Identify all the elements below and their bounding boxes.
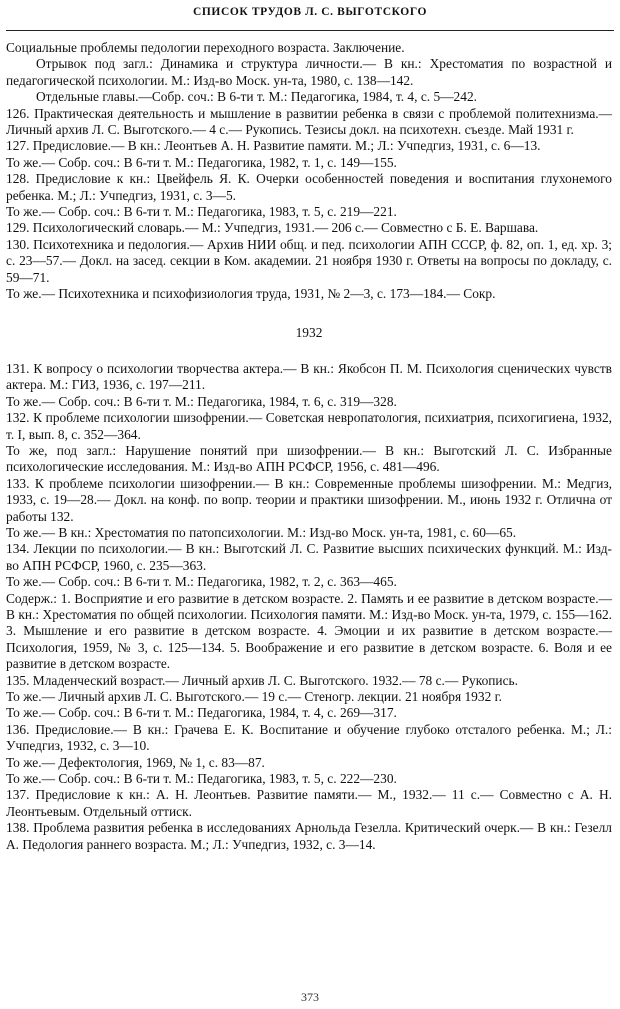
bibliography-entry: Отрывок под загл.: Динамика и структура личности.— В кн.: Хрестоматия по возрастной и педагогической психологии. М.: Изд-во Моск. ун-та, 1980, с. 138—142. <box>6 56 612 88</box>
bibliography-body <box>6 40 612 853</box>
header-rule <box>6 30 614 31</box>
bibliography-entry: 135. Младенческий возраст.— Личный архив Л. С. Выготского. 1932.— 78 с.— Рукопись. <box>6 672 518 688</box>
bibliography-entry: 138. Проблема развития ребенка в исследованиях Арнольда Гезелла. Критический очерк.— В кн.: Гезелл А. Педология раннего возраста. М.; Л.: Учпедгиз, 1932, с. 3—14. <box>6 820 612 852</box>
bibliography-entry: 137. Предисловие к кн.: А. Н. Леонтьев. Развитие памяти.— М., 1932.— 11 с.— Совместно с А. Н. Леонтьевым. Отдельный оттиск. <box>6 787 612 819</box>
bibliography-entry: То же.— Собр. соч.: В 6-ти т. М.: Педагогика, 1983, т. 5, с. 222—230. <box>6 771 397 787</box>
bibliography-entry: То же.— Собр. соч.: В 6-ти т. М.: Педагогика, 1983, т. 5, с. 219—221. <box>6 204 397 220</box>
bibliography-entry: 134. Лекции по психологии.— В кн.: Выготский Л. С. Развитие высших психических функций. М.: Изд-во АПН РСФСР, 1960, с. 235—363. <box>6 541 612 573</box>
bibliography-entry: Социальные проблемы педологии переходного возраста. Заключение. <box>6 40 405 55</box>
entries-1931 <box>6 40 612 303</box>
bibliography-entry: Отдельные главы.—Собр. соч.: В 6-ти т. М.: Педагогика, 1984, т. 4, с. 5—242. <box>36 89 477 105</box>
bibliography-entry: 136. Предисловие.— В кн.: Грачева Е. К. Воспитание и обучение глубоко отсталого ребенка. М.; Л.: Учпедгиз, 1932, с. 3—10. <box>6 721 612 754</box>
bibliography-entry: То же.— Собр. соч.: В 6-ти т. М.: Педагогика, 1984, т. 6, с. 319—328. <box>6 393 397 409</box>
bibliography-entry: 127. Предисловие.— В кн.: Леонтьев А. Н. Развитие памяти. М.; Л.: Учпедгиз, 1931, с. 6—13. <box>6 138 541 154</box>
bibliography-entry: То же.— Собр. соч.: В 6-ти т. М.: Педагогика, 1984, т. 4, с. 269—317. <box>6 705 397 721</box>
bibliography-entry: 130. Психотехника и педология.— Архив НИИ общ. и пед. психологии АПН СССР, ф. 82, оп. 1, ед. хр. 3; с. 23—57.— Докл. на засед. секции в Ком. академии. 21 ноября 1930 г. Ответы на вопросы по докладу, с. 59—71. <box>6 236 612 285</box>
running-header: СПИСОК ТРУДОВ Л. С. ВЫГОТСКОГО <box>192 6 427 18</box>
year-heading: 1932 <box>295 324 323 340</box>
bibliography-entry: 132. К проблеме психологии шизофрении.— Советская невропатология, психиатрия, психогигиена, 1932, т. I, вып. 8, с. 352—364. <box>6 410 612 442</box>
bibliography-entry: То же.— В кн.: Хрестоматия по патопсихологии. М.: Изд-во Моск. ун-та, 1981, с. 60—65. <box>6 524 517 540</box>
bibliography-entry: Содерж.: 1. Восприятие и его развитие в детском возрасте. 2. Память и ее развитие в детском возрасте.— В кн.: Хрестоматия по общей психологии. Психология памяти. М.: Изд-во Моск. ун-та, 1979, с. 155—162. 3. Мышление и его развитие в детском возрасте. 4. Эмоции и их развитие в детском возрасте.— Психология, 1959, № 3, с. 125—134. 5. Воображение и его развитие в детском возрасте. 6. Воля и ее развитие в детском возрасте. <box>6 590 612 672</box>
bibliography-entry: То же, под загл.: Нарушение понятий при шизофрении.— В кн.: Выготский Л. С. Избранные психологические исследования. М.: Изд-во АПН РСФСР, 1956, с. 481—496. <box>6 442 612 475</box>
bibliography-entry: То же.— Собр. соч.: В 6-ти т. М.: Педагогика, 1982, т. 2, с. 363—465. <box>6 574 397 590</box>
bibliography-entry: 129. Психологический словарь.— М.: Учпедгиз, 1931.— 206 с.— Совместно с Б. Е. Варшава. <box>6 220 539 236</box>
bibliography-entry: То же.— Личный архив Л. С. Выготского.— 19 с.— Стеногр. лекции. 21 ноября 1932 г. <box>6 689 502 705</box>
page-number: 373 <box>301 990 319 1004</box>
bibliography-entry: 131. К вопросу о психологии творчества актера.— В кн.: Якобсон П. М. Психология сценических чувств актера. М.: ГИЗ, 1936, с. 197—211. <box>6 360 612 393</box>
bibliography-entry: 126. Практическая деятельность и мышление в развитии ребенка в связи с проблемой политехнизма.— Личный архив Л. С. Выготского.— 4 с.— Рукопись. Тезисы докл. на психотехн. съезде. Май 1931 г. <box>6 105 612 138</box>
bibliography-entry: 128. Предисловие к кн.: Цвейфель Я. К. Очерки особенностей поведения и воспитания глухонемого ребенка. М.; Л.: Учпедгиз, 1931, с. 3—5. <box>6 171 612 203</box>
bibliography-entry: 133. К проблеме психологии шизофрении.— В кн.: Современные проблемы шизофрении. М.: Медгиз, 1933, с. 19—28.— Докл. на конф. по вопр. теории и практики шизофрении. М., июнь 1932 г. Отлична от работы 132. <box>6 475 612 524</box>
bibliography-entry: То же.— Собр. соч.: В 6-ти т. М.: Педагогика, 1982, т. 1, с. 149—155. <box>6 154 397 170</box>
bibliography-entry: То же.— Дефектология, 1969, № 1, с. 83—87. <box>6 754 265 770</box>
entries-1932 <box>6 361 612 853</box>
bibliography-entry: То же.— Психотехника и психофизиология труда, 1931, № 2—3, с. 173—184.— Сокр. <box>6 286 496 302</box>
